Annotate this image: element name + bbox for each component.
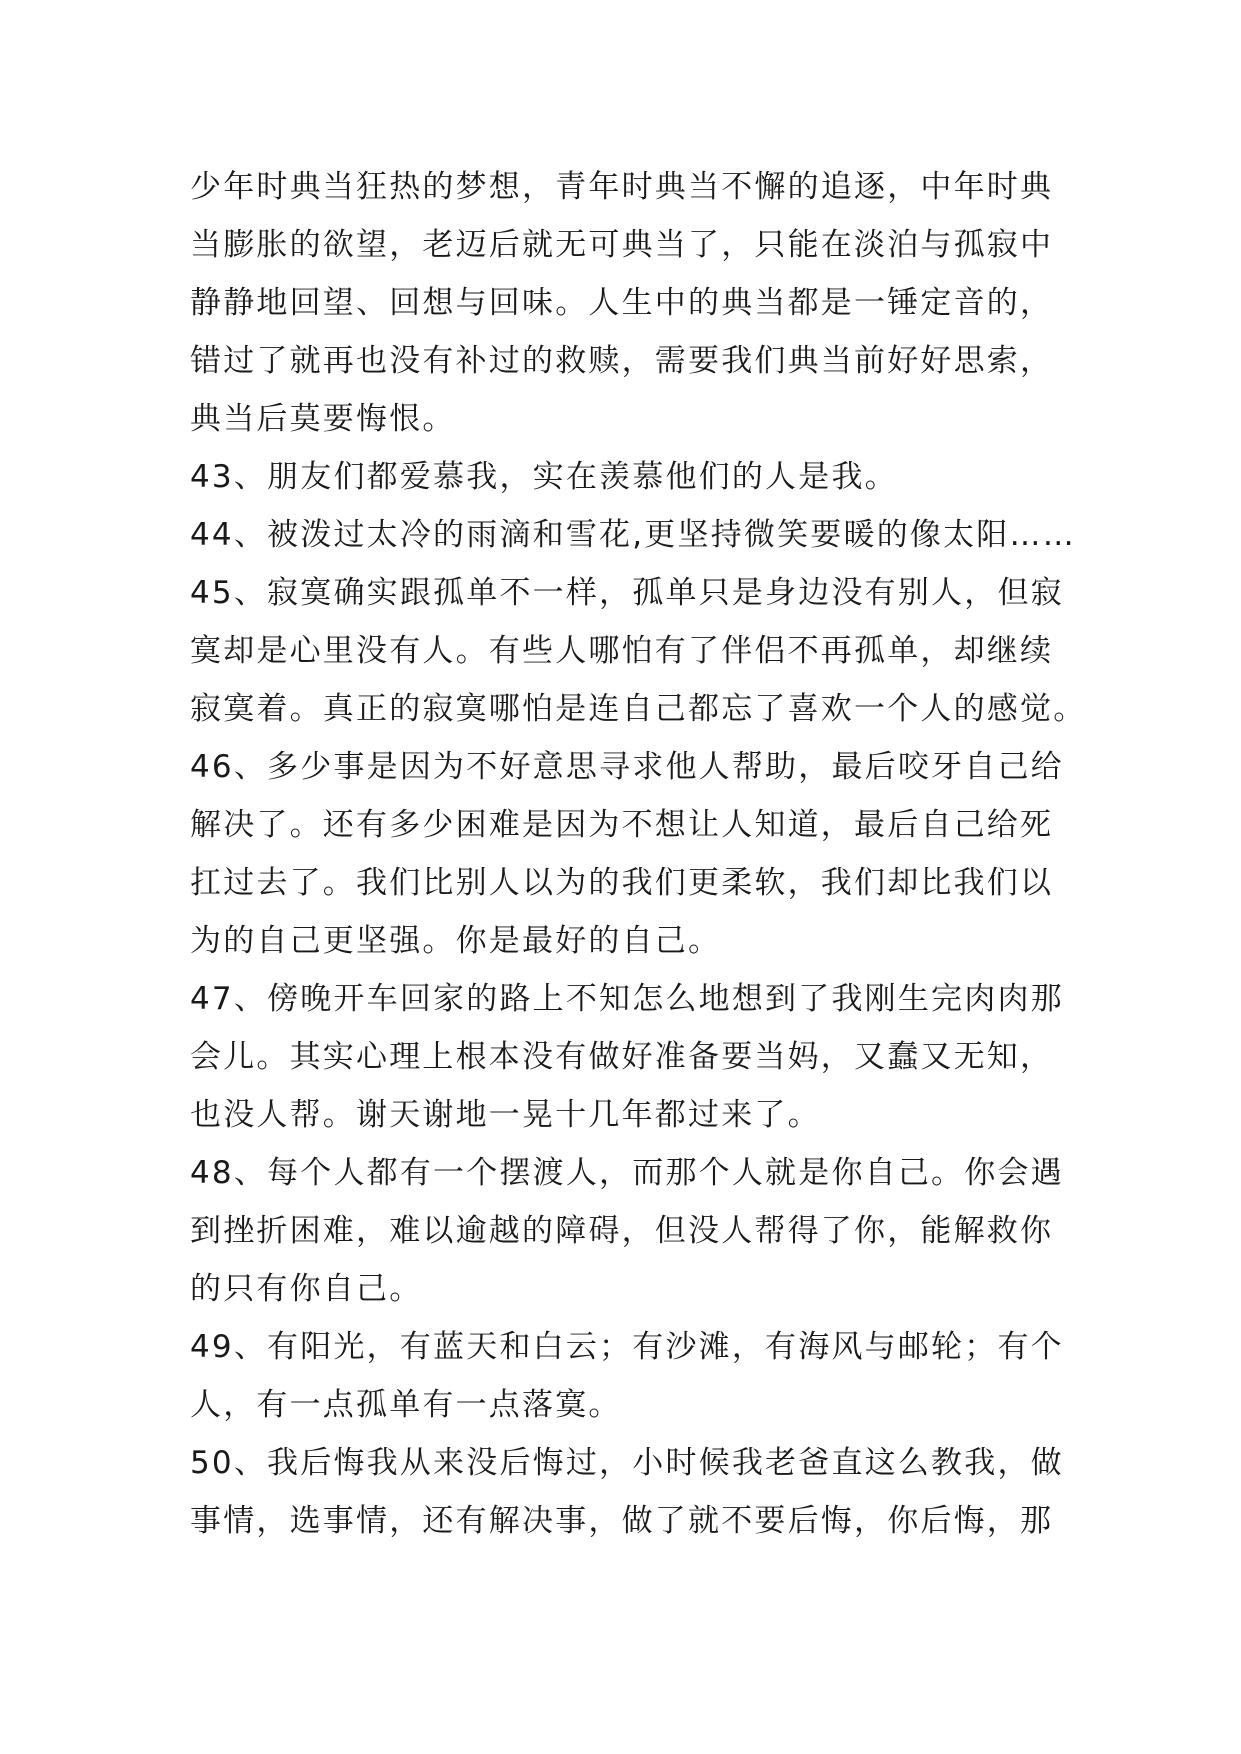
text-line: 的只有你自己。 — [190, 1271, 423, 1307]
text-line: 事情，选事情，还有解决事，做了就不要后悔，你后悔，那 — [190, 1503, 1054, 1539]
text-line: 43、朋友们都爱慕我，实在羡慕他们的人是我。 — [190, 459, 898, 495]
text-line: 错过了就再也没有补过的救赎，需要我们典当前好好思索， — [190, 343, 1054, 379]
document-body — [190, 158, 1087, 1550]
text-line: 少年时典当狂热的梦想，青年时典当不懈的追逐，中年时典 — [190, 169, 1054, 205]
text-line: 也没人帮。谢天谢地一晃十几年都过来了。 — [190, 1097, 821, 1133]
text-line: 扛过去了。我们比别人以为的我们更柔软，我们却比我们以 — [190, 865, 1054, 901]
text-line: 49、有阳光，有蓝天和白云；有沙滩，有海风与邮轮；有个 — [190, 1329, 1064, 1365]
text-line: 50、我后悔我从来没后悔过，小时候我老爸直这么教我，做 — [190, 1445, 1064, 1481]
text-line: 人，有一点孤单有一点落寞。 — [190, 1387, 622, 1423]
text-line: 为的自己更坚强。你是最好的自己。 — [190, 923, 722, 959]
text-line: 当膨胀的欲望，老迈后就无可典当了，只能在淡泊与孤寂中 — [190, 227, 1054, 263]
text-line: 45、寂寞确实跟孤单不一样，孤单只是身边没有别人，但寂 — [190, 575, 1064, 611]
text-line: 48、每个人都有一个摆渡人，而那个人就是你自己。你会遇 — [190, 1155, 1064, 1191]
text-line: 寞却是心里没有人。有些人哪怕有了伴侣不再孤单，却继续 — [190, 633, 1054, 669]
text-line: 静静地回望、回想与回味。人生中的典当都是一锤定音的， — [190, 285, 1054, 321]
text-line: 46、多少事是因为不好意思寻求他人帮助，最后咬牙自己给 — [190, 749, 1064, 785]
text-line: 47、傍晚开车回家的路上不知怎么地想到了我刚生完肉肉那 — [190, 981, 1064, 1017]
text-line: 会儿。其实心理上根本没有做好准备要当妈，又蠢又无知， — [190, 1039, 1054, 1075]
text-line: 典当后莫要悔恨。 — [190, 401, 456, 437]
text-line: 到挫折困难，难以逾越的障碍，但没人帮得了你，能解救你 — [190, 1213, 1054, 1249]
text-line: 寂寞着。真正的寂寞哪怕是连自己都忘了喜欢一个人的感觉。 — [190, 691, 1087, 727]
text-line: 44、被泼过太冷的雨滴和雪花,更坚持微笑要暖的像太阳…… — [190, 517, 1076, 553]
text-line: 解决了。还有多少困难是因为不想让人知道，最后自己给死 — [190, 807, 1054, 843]
